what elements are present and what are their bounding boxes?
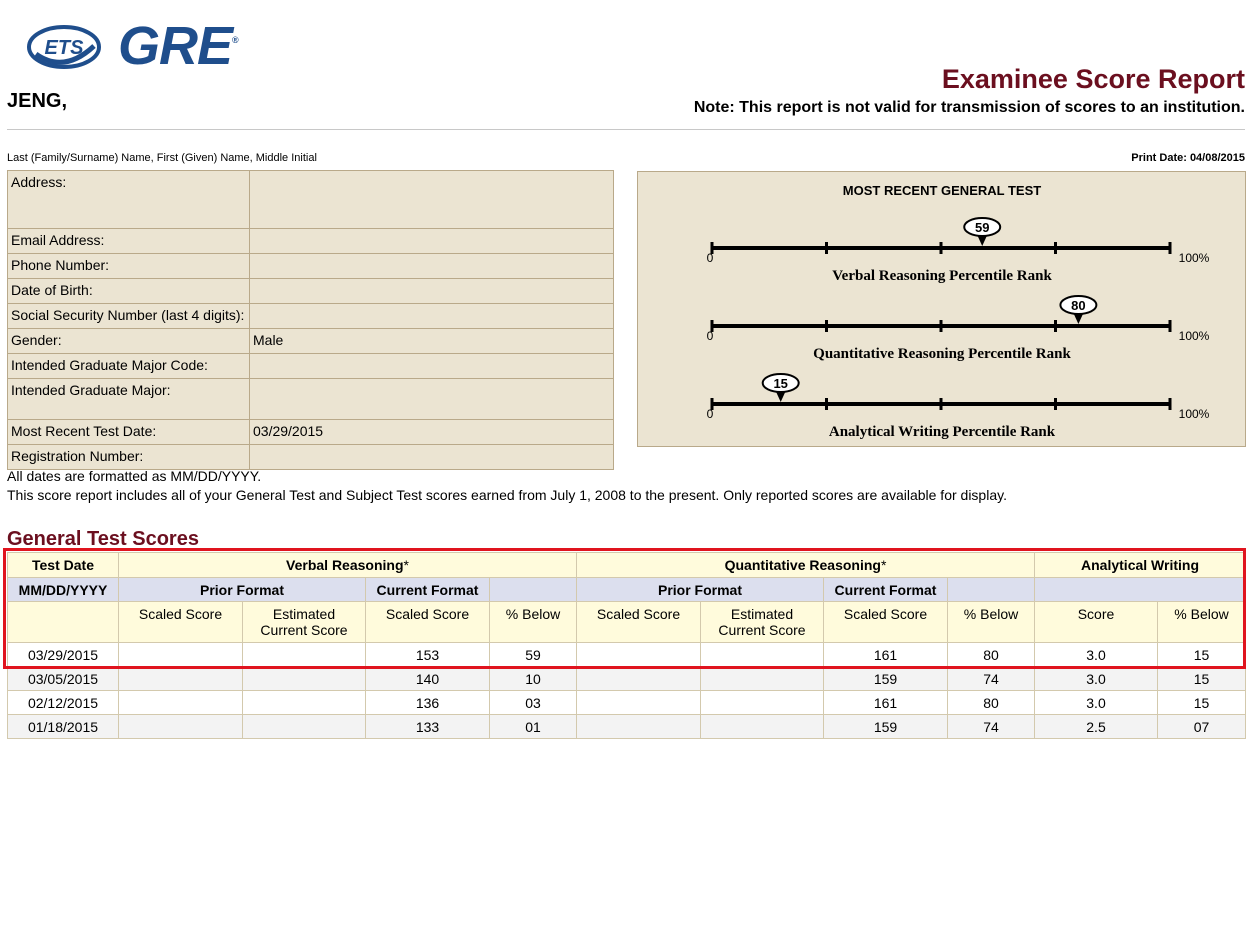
- info-value: [250, 354, 614, 379]
- table-row: [8, 691, 1246, 715]
- info-row: [8, 329, 614, 354]
- info-label: Address:: [8, 171, 250, 229]
- cell-w-score: 3.0: [1035, 667, 1158, 691]
- verbal-blank-header: [490, 578, 577, 602]
- svg-text:ETS: ETS: [44, 37, 84, 59]
- verbal-estimated-header: Estimated Current Score: [243, 602, 366, 643]
- cell-w-pct: 15: [1158, 643, 1246, 667]
- cell-q-prior-est: [701, 691, 824, 715]
- rank-marker-value: 59: [974, 220, 990, 235]
- cell-q-prior-scaled: [577, 715, 701, 739]
- report-title: Examinee Score Report: [941, 64, 1245, 94]
- logo: [26, 18, 246, 74]
- cell-q-prior-est: [701, 643, 824, 667]
- info-value: [250, 379, 614, 420]
- name-caption: Last (Family/Surname) Name, First (Given) Name, Middle Initial: [7, 152, 317, 164]
- info-row: [8, 304, 614, 329]
- examinee-name: JENG,: [7, 90, 68, 112]
- cell-v-pct: 01: [490, 715, 577, 739]
- writing-blank-header: [1035, 578, 1246, 602]
- cell-q-prior-scaled: [577, 667, 701, 691]
- cell-v-pct: 59: [490, 643, 577, 667]
- cell-v-prior-scaled: [119, 643, 243, 667]
- info-value: [250, 171, 614, 229]
- info-value: [250, 445, 614, 470]
- date-blank-header: [8, 602, 119, 643]
- scale-max-label: 100%: [1178, 251, 1210, 265]
- cell-w-score: 3.0: [1035, 691, 1158, 715]
- info-value: [250, 279, 614, 304]
- info-label: Gender:: [8, 329, 250, 354]
- header-row-columns: [8, 602, 1246, 643]
- writing-pct-below-header: % Below: [1158, 602, 1246, 643]
- info-value: 03/29/2015: [250, 420, 614, 445]
- scope-note: This score report includes all of your General Test and Subject Test scores earned from July 1, 2008 to the present. Only reported scores are available for display.: [7, 487, 1007, 503]
- cell-w-pct: 15: [1158, 691, 1246, 715]
- header-row-formats: [8, 578, 1246, 602]
- info-label: Email Address:: [8, 229, 250, 254]
- quant-prior-scaled-header: Scaled Score: [577, 602, 701, 643]
- quant-prior-format-header: Prior Format: [577, 578, 824, 602]
- rank-label: Quantitative Reasoning Percentile Rank: [813, 346, 1071, 362]
- verbal-header: Verbal Reasoning*: [119, 553, 577, 578]
- info-row: [8, 171, 614, 229]
- cell-v-scaled: 136: [366, 691, 490, 715]
- most-recent-test-panel: [637, 171, 1246, 447]
- cell-date: 03/29/2015: [8, 643, 119, 667]
- rank-label: Verbal Reasoning Percentile Rank: [832, 268, 1052, 284]
- cell-v-prior-est: [243, 667, 366, 691]
- info-value: [250, 304, 614, 329]
- section-title: General Test Scores: [7, 528, 199, 550]
- info-row: [8, 229, 614, 254]
- ets-logo: [26, 24, 102, 70]
- info-label: Intended Graduate Major:: [8, 379, 250, 420]
- cell-q-prior-est: [701, 715, 824, 739]
- quant-current-format-header: Current Format: [824, 578, 948, 602]
- verbal-prior-scaled-header: Scaled Score: [119, 602, 243, 643]
- table-row: [8, 643, 1246, 667]
- cell-w-score: 2.5: [1035, 715, 1158, 739]
- header-row-sections: [8, 553, 1246, 578]
- date-format-header: MM/DD/YYYY: [8, 578, 119, 602]
- info-label: Registration Number:: [8, 445, 250, 470]
- table-row: [8, 715, 1246, 739]
- info-row: [8, 279, 614, 304]
- cell-v-pct: 03: [490, 691, 577, 715]
- quant-blank-header: [948, 578, 1035, 602]
- cell-w-pct: 07: [1158, 715, 1246, 739]
- rank-marker-pointer: [776, 391, 786, 402]
- cell-q-prior-est: [701, 667, 824, 691]
- gre-logo: GRE®: [118, 16, 238, 76]
- scores-body: [8, 643, 1246, 739]
- rank-marker-value: 80: [1071, 298, 1086, 313]
- info-value: [250, 229, 614, 254]
- cell-w-pct: 15: [1158, 667, 1246, 691]
- cell-v-prior-est: [243, 643, 366, 667]
- cell-v-prior-est: [243, 691, 366, 715]
- info-value: [250, 254, 614, 279]
- info-row: [8, 354, 614, 379]
- scale-min-label: 0: [706, 407, 714, 421]
- cell-q-scaled: 159: [824, 715, 948, 739]
- cell-q-scaled: 161: [824, 691, 948, 715]
- recent-test-title: MOST RECENT GENERAL TEST: [842, 183, 1042, 198]
- writing-score-header: Score: [1035, 602, 1158, 643]
- cell-v-prior-scaled: [119, 691, 243, 715]
- quant-estimated-header: Estimated Current Score: [701, 602, 824, 643]
- verbal-prior-format-header: Prior Format: [119, 578, 366, 602]
- cell-q-prior-scaled: [577, 643, 701, 667]
- cell-v-scaled: 140: [366, 667, 490, 691]
- cell-v-prior-scaled: [119, 667, 243, 691]
- rank-marker-pointer: [1073, 313, 1083, 324]
- cell-v-scaled: 133: [366, 715, 490, 739]
- cell-q-scaled: 159: [824, 667, 948, 691]
- info-label: Social Security Number (last 4 digits):: [8, 304, 250, 329]
- quant-header: Quantitative Reasoning*: [577, 553, 1035, 578]
- cell-q-prior-scaled: [577, 691, 701, 715]
- examinee-info-table: [7, 170, 614, 470]
- general-test-scores-table: [7, 552, 1246, 739]
- table-row: [8, 667, 1246, 691]
- info-label: Phone Number:: [8, 254, 250, 279]
- report-note: Note: This report is not valid for transmission of scores to an institution.: [693, 99, 1245, 116]
- percentile-rank-graphic: [638, 172, 1247, 448]
- info-value: Male: [250, 329, 614, 354]
- info-row: [8, 254, 614, 279]
- print-date: Print Date: 04/08/2015: [1131, 152, 1245, 164]
- scale-min-label: 0: [706, 329, 714, 343]
- cell-v-prior-scaled: [119, 715, 243, 739]
- verbal-scaled-header: Scaled Score: [366, 602, 490, 643]
- cell-w-score: 3.0: [1035, 643, 1158, 667]
- info-label: Date of Birth:: [8, 279, 250, 304]
- cell-date: 02/12/2015: [8, 691, 119, 715]
- info-row: [8, 379, 614, 420]
- cell-q-pct: 80: [948, 643, 1035, 667]
- rank-marker-value: 15: [773, 376, 788, 391]
- cell-v-prior-est: [243, 715, 366, 739]
- cell-date: 03/05/2015: [8, 667, 119, 691]
- cell-q-pct: 74: [948, 715, 1035, 739]
- verbal-pct-below-header: % Below: [490, 602, 577, 643]
- cell-date: 01/18/2015: [8, 715, 119, 739]
- dates-format-note: All dates are formatted as MM/DD/YYYY.: [7, 468, 262, 484]
- verbal-current-format-header: Current Format: [366, 578, 490, 602]
- cell-q-pct: 74: [948, 667, 1035, 691]
- scale-min-label: 0: [706, 251, 714, 265]
- scale-max-label: 100%: [1178, 407, 1210, 421]
- rank-label: Analytical Writing Percentile Rank: [828, 424, 1056, 440]
- info-row: [8, 420, 614, 445]
- info-label: Most Recent Test Date:: [8, 420, 250, 445]
- test-date-header: Test Date: [8, 553, 119, 578]
- scale-max-label: 100%: [1178, 329, 1210, 343]
- writing-header: Analytical Writing: [1035, 553, 1246, 578]
- cell-v-pct: 10: [490, 667, 577, 691]
- cell-q-pct: 80: [948, 691, 1035, 715]
- rank-marker-pointer: [977, 235, 987, 246]
- quant-scaled-header: Scaled Score: [824, 602, 948, 643]
- info-label: Intended Graduate Major Code:: [8, 354, 250, 379]
- info-row: [8, 445, 614, 470]
- quant-pct-below-header: % Below: [948, 602, 1035, 643]
- cell-q-scaled: 161: [824, 643, 948, 667]
- header-divider: [7, 129, 1245, 130]
- cell-v-scaled: 153: [366, 643, 490, 667]
